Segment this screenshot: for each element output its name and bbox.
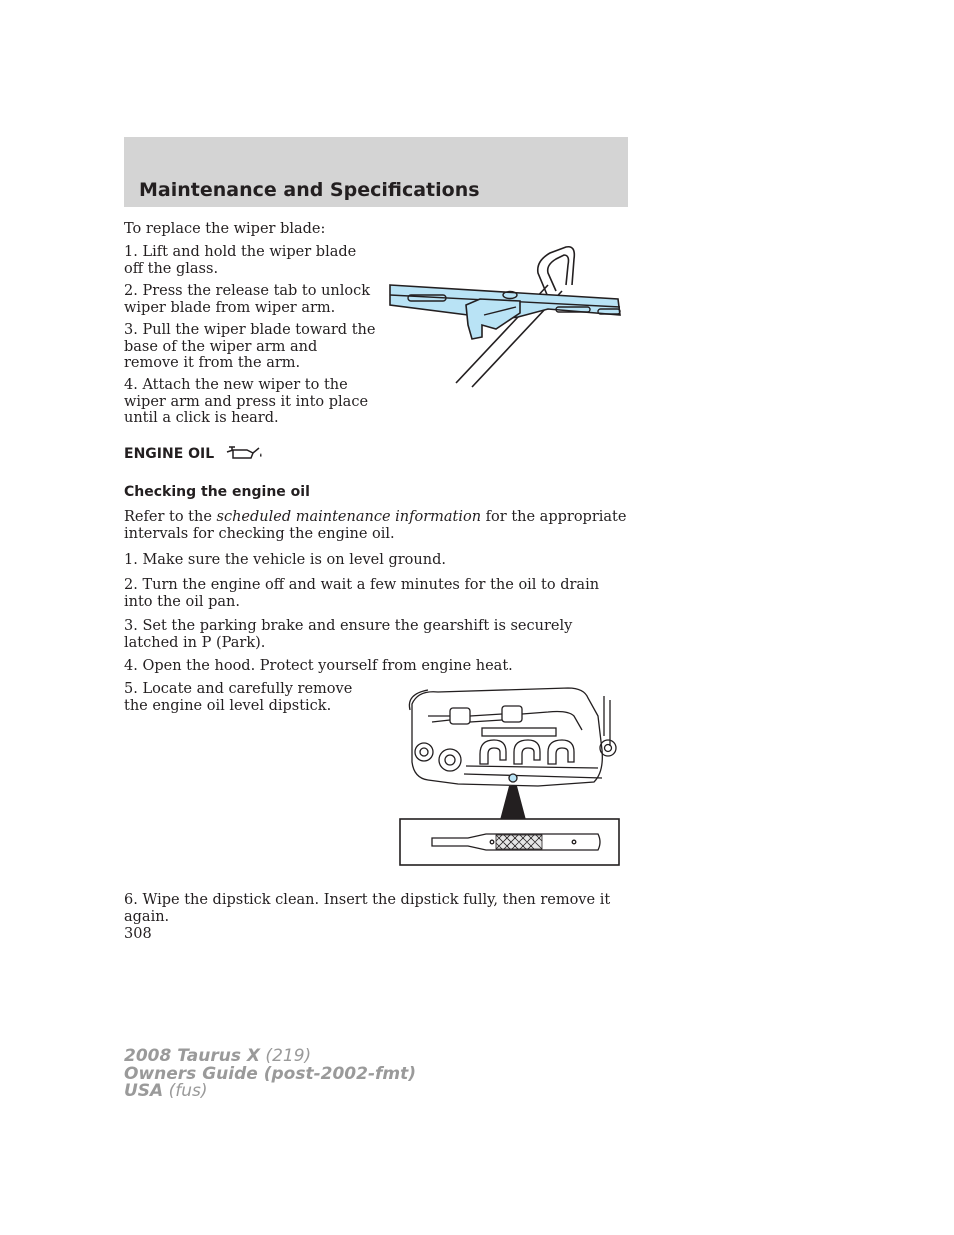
section-header bbox=[124, 137, 628, 207]
page-number: 308 bbox=[124, 926, 152, 942]
section-title: Maintenance and Specifications bbox=[139, 179, 480, 201]
footer-model: 2008 Taurus X bbox=[124, 1046, 261, 1066]
oil-can-icon bbox=[225, 444, 263, 464]
oil-step-3: 3. Set the parking brake and ensure the gearshift is securely latched in P (Park). bbox=[124, 618, 573, 651]
wiper-step-2: 2. Press the release tab to unlock wiper blade from wiper arm. bbox=[124, 283, 371, 316]
engine-oil-heading-text: ENGINE OIL bbox=[124, 446, 215, 462]
wiper-step-4: 4. Attach the new wiper to the wiper arm and press it into place until a click is heard. bbox=[124, 377, 369, 427]
scheduled-maintenance-reference: scheduled maintenance information bbox=[216, 509, 482, 525]
oil-step-1: 1. Make sure the vehicle is on level ground. bbox=[124, 552, 446, 568]
oil-step-2: 2. Turn the engine off and wait a few minutes for the oil to drain into the oil pan. bbox=[124, 577, 600, 610]
oil-step-5: 5. Locate and carefully remove the engine oil level dipstick. bbox=[124, 681, 353, 714]
oil-step-6: 6. Wipe the dipstick clean. Insert the dipstick fully, then remove it again. bbox=[124, 892, 611, 925]
engine-dipstick-illustration bbox=[398, 686, 622, 868]
footer-market: USA bbox=[124, 1081, 164, 1101]
footer-model-code: (219) bbox=[260, 1046, 312, 1066]
wiper-blade-illustration bbox=[388, 245, 626, 390]
wiper-step-1: 1. Lift and hold the wiper blade off the glass. bbox=[124, 244, 357, 277]
engine-oil-intro bbox=[124, 509, 629, 542]
intro-before: Refer to the bbox=[124, 509, 217, 525]
footer-market-code: (fus) bbox=[163, 1081, 208, 1101]
footer-line-3 bbox=[124, 1083, 416, 1101]
intro-after: for the appropriate intervals for checking the engine oil. bbox=[124, 509, 627, 542]
checking-oil-subheading: Checking the engine oil bbox=[124, 484, 310, 500]
footer-guide: Owners Guide (post-2002-fmt) bbox=[124, 1063, 417, 1084]
wiper-step-3: 3. Pull the wiper blade toward the base of the wiper arm and remove it from the arm. bbox=[124, 322, 376, 372]
document-footer bbox=[124, 1048, 416, 1101]
engine-oil-heading bbox=[124, 444, 263, 464]
oil-step-4: 4. Open the hood. Protect yourself from engine heat. bbox=[124, 658, 513, 674]
wiper-intro: To replace the wiper blade: bbox=[124, 221, 326, 237]
